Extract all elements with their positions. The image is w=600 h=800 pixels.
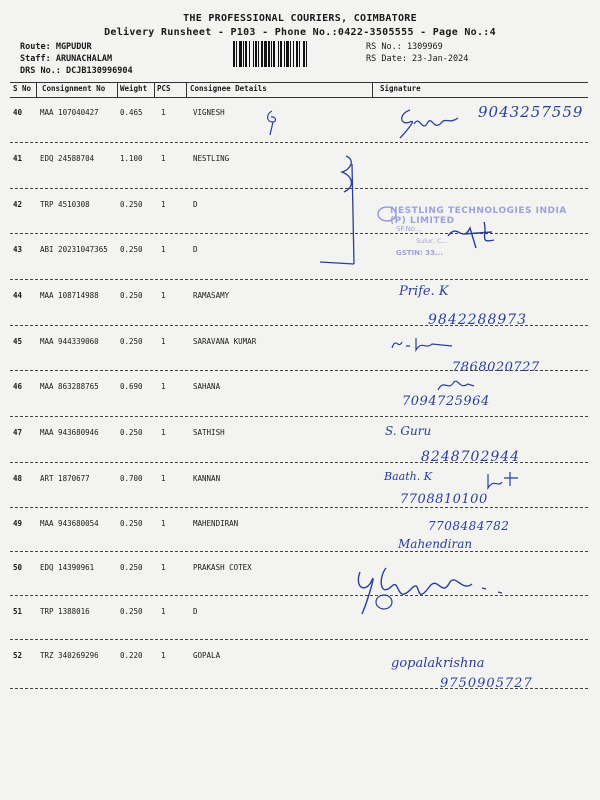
row-sno: 52	[13, 651, 23, 660]
barcode-bar	[249, 41, 250, 67]
row-consignee: GOPALA	[193, 651, 221, 660]
col-divider	[117, 83, 118, 97]
row-consignment: TRZ 340269296	[40, 651, 99, 660]
row-weight: 0.700	[120, 474, 143, 483]
handwritten-phone: 9842288973	[428, 312, 528, 328]
handwritten-phone: 7708484782	[428, 519, 510, 533]
row-sno: 41	[13, 154, 23, 163]
row-sno: 45	[13, 337, 23, 346]
row-weight: 0.465	[120, 108, 143, 117]
row-consignment: TRP 1388016	[40, 607, 90, 616]
handwritten-name: Baath. K	[384, 470, 432, 483]
row-pcs: 1	[161, 428, 166, 437]
row-pcs: 1	[161, 154, 166, 163]
signature-scribble	[262, 108, 282, 138]
col-pcs: PCS	[157, 84, 171, 93]
runsheet-title: Delivery Runsheet - P103 - Phone No.:0422-3505555 - Page No.:4	[104, 27, 496, 38]
barcode-bar	[273, 41, 275, 67]
handwritten-phone: 7708810100	[400, 492, 488, 507]
barcode-bar	[271, 41, 272, 67]
route-label: Route: MGPUDUR	[20, 42, 92, 52]
row-weight: 0.250	[120, 563, 143, 572]
row-separator	[10, 416, 588, 417]
handwritten-phone: 8248702944	[421, 449, 521, 465]
row-consignee: VIGNESH	[193, 108, 225, 117]
row-pcs: 1	[161, 337, 166, 346]
row-sno: 44	[13, 291, 23, 300]
col-divider	[186, 83, 187, 97]
row-separator	[10, 142, 588, 143]
row-separator	[10, 279, 588, 280]
row-consignment: ART 1870677	[40, 474, 90, 483]
handwritten-name: gopalakrishna	[391, 656, 485, 671]
row-pcs: 1	[161, 607, 166, 616]
row-consignment: MAA 944339060	[40, 337, 99, 346]
signature-scribble	[436, 376, 476, 394]
header-rule-top	[10, 82, 588, 83]
barcode-bar	[233, 41, 235, 67]
handwritten-phone: 9750905727	[440, 676, 533, 691]
barcode-bar	[253, 41, 254, 67]
row-pcs: 1	[161, 651, 166, 660]
row-consignment: MAA 108714988	[40, 291, 99, 300]
row-consignee: D	[193, 200, 198, 209]
row-pcs: 1	[161, 245, 166, 254]
row-consignment: MAA 863288765	[40, 382, 99, 391]
col-sno: S No	[13, 84, 32, 93]
barcode-bar	[284, 41, 285, 67]
row-weight: 0.220	[120, 651, 143, 660]
row-pcs: 1	[161, 474, 166, 483]
row-consignee: KANNAN	[193, 474, 221, 483]
row-weight: 0.250	[120, 337, 143, 346]
row-consignee: RAMASAMY	[193, 291, 230, 300]
row-consignment: EDQ 24588704	[40, 154, 95, 163]
barcode-bar	[243, 41, 244, 67]
row-consignment: ABI 20231047365	[40, 245, 108, 254]
row-consignment: MAA 943680946	[40, 428, 99, 437]
col-consignment: Consignment No	[42, 84, 106, 93]
row-sno: 46	[13, 382, 23, 391]
barcode-bar	[245, 41, 247, 67]
table-row	[0, 372, 600, 418]
signature-scribble	[352, 558, 522, 620]
row-separator	[10, 639, 588, 640]
row-pcs: 1	[161, 200, 166, 209]
row-separator	[10, 188, 588, 189]
handwritten-name: S. Guru	[385, 424, 432, 438]
col-divider	[154, 83, 155, 97]
col-details: Consignee Details	[190, 84, 267, 93]
row-weight: 0.250	[120, 607, 143, 616]
row-sno: 40	[13, 108, 23, 117]
drs-number: DRS No.: DCJB130996904	[20, 66, 133, 76]
barcode-bar	[290, 41, 291, 67]
row-weight: 0.250	[120, 291, 143, 300]
barcode-bar	[239, 41, 242, 67]
row-consignment: MAA 107040427	[40, 108, 99, 117]
handwritten-phone: 7094725964	[402, 394, 490, 409]
handwritten-phone: 7868020727	[452, 360, 540, 375]
row-consignee: SARAVANA KUMAR	[193, 337, 257, 346]
row-separator	[10, 507, 588, 508]
col-divider	[372, 83, 373, 97]
barcode-bar	[306, 41, 307, 67]
barcode-bar	[293, 41, 294, 67]
col-divider	[36, 83, 37, 97]
handwritten-phone: 9043257559	[478, 103, 584, 121]
company-title: THE PROFESSIONAL COURIERS, COIMBATORE	[183, 13, 417, 24]
barcode-bar	[286, 41, 289, 67]
row-pcs: 1	[161, 519, 166, 528]
row-consignee: SAHANA	[193, 382, 221, 391]
barcode	[232, 41, 358, 67]
signature-scribble	[396, 104, 466, 142]
barcode-bar	[255, 41, 257, 67]
col-weight: Weight	[120, 84, 148, 93]
signature-scribble	[484, 470, 524, 492]
row-consignee: SATHISH	[193, 428, 225, 437]
barcode-bar	[264, 41, 267, 67]
row-sno: 47	[13, 428, 23, 437]
row-consignee: NESTLING	[193, 154, 230, 163]
handwritten-name: Mahendiran	[398, 537, 473, 551]
row-sno: 51	[13, 607, 23, 616]
row-weight: 0.250	[120, 245, 143, 254]
barcode-bar	[258, 41, 259, 67]
row-consignment: EDQ 14390961	[40, 563, 95, 572]
stamp-company-name: NESTLING TECHNOLOGIES INDIA (P) LIMITED	[390, 206, 567, 226]
staff-label: Staff: ARUNACHALAM	[20, 54, 113, 64]
row-consignee: D	[193, 607, 198, 616]
barcode-bar	[299, 41, 300, 67]
row-pcs: 1	[161, 563, 166, 572]
barcode-bar	[236, 41, 237, 67]
row-weight: 0.250	[120, 428, 143, 437]
row-sno: 49	[13, 519, 23, 528]
table-row	[0, 509, 600, 555]
rs-number: RS No.: 1309969	[366, 42, 443, 52]
barcode-bar	[268, 41, 270, 67]
table-row	[0, 144, 600, 190]
row-pcs: 1	[161, 291, 166, 300]
stamp-gstin: GSTIN: 33...	[396, 249, 443, 257]
row-weight: 1.100	[120, 154, 143, 163]
signature-scribble	[444, 214, 504, 254]
row-sno: 42	[13, 200, 23, 209]
col-signature: Signature	[380, 84, 421, 93]
handwritten-name: Prife. K	[399, 284, 449, 299]
barcode-bar	[280, 41, 282, 67]
stamp-address-line: SF.No...	[396, 225, 422, 233]
row-weight: 0.690	[120, 382, 143, 391]
row-sno: 50	[13, 563, 23, 572]
row-sno: 48	[13, 474, 23, 483]
stamp-address-line: Sulur, C...	[416, 237, 448, 245]
barcode-bar	[296, 41, 298, 67]
signature-scribble	[316, 152, 366, 272]
barcode-bar	[278, 41, 279, 67]
barcode-bar	[303, 41, 305, 67]
row-sno: 43	[13, 245, 23, 254]
row-weight: 0.250	[120, 519, 143, 528]
barcode-bar	[261, 41, 263, 67]
row-pcs: 1	[161, 382, 166, 391]
rs-date: RS Date: 23-Jan-2024	[366, 54, 469, 64]
row-consignee: MAHENDIRAN	[193, 519, 239, 528]
row-consignee: PRAKASH COTEX	[193, 563, 252, 572]
row-weight: 0.250	[120, 200, 143, 209]
row-consignment: TRP 4510308	[40, 200, 90, 209]
signature-scribble	[388, 334, 458, 354]
row-consignee: D	[193, 245, 198, 254]
row-separator	[10, 551, 588, 552]
row-pcs: 1	[161, 108, 166, 117]
row-consignment: MAA 943680054	[40, 519, 99, 528]
